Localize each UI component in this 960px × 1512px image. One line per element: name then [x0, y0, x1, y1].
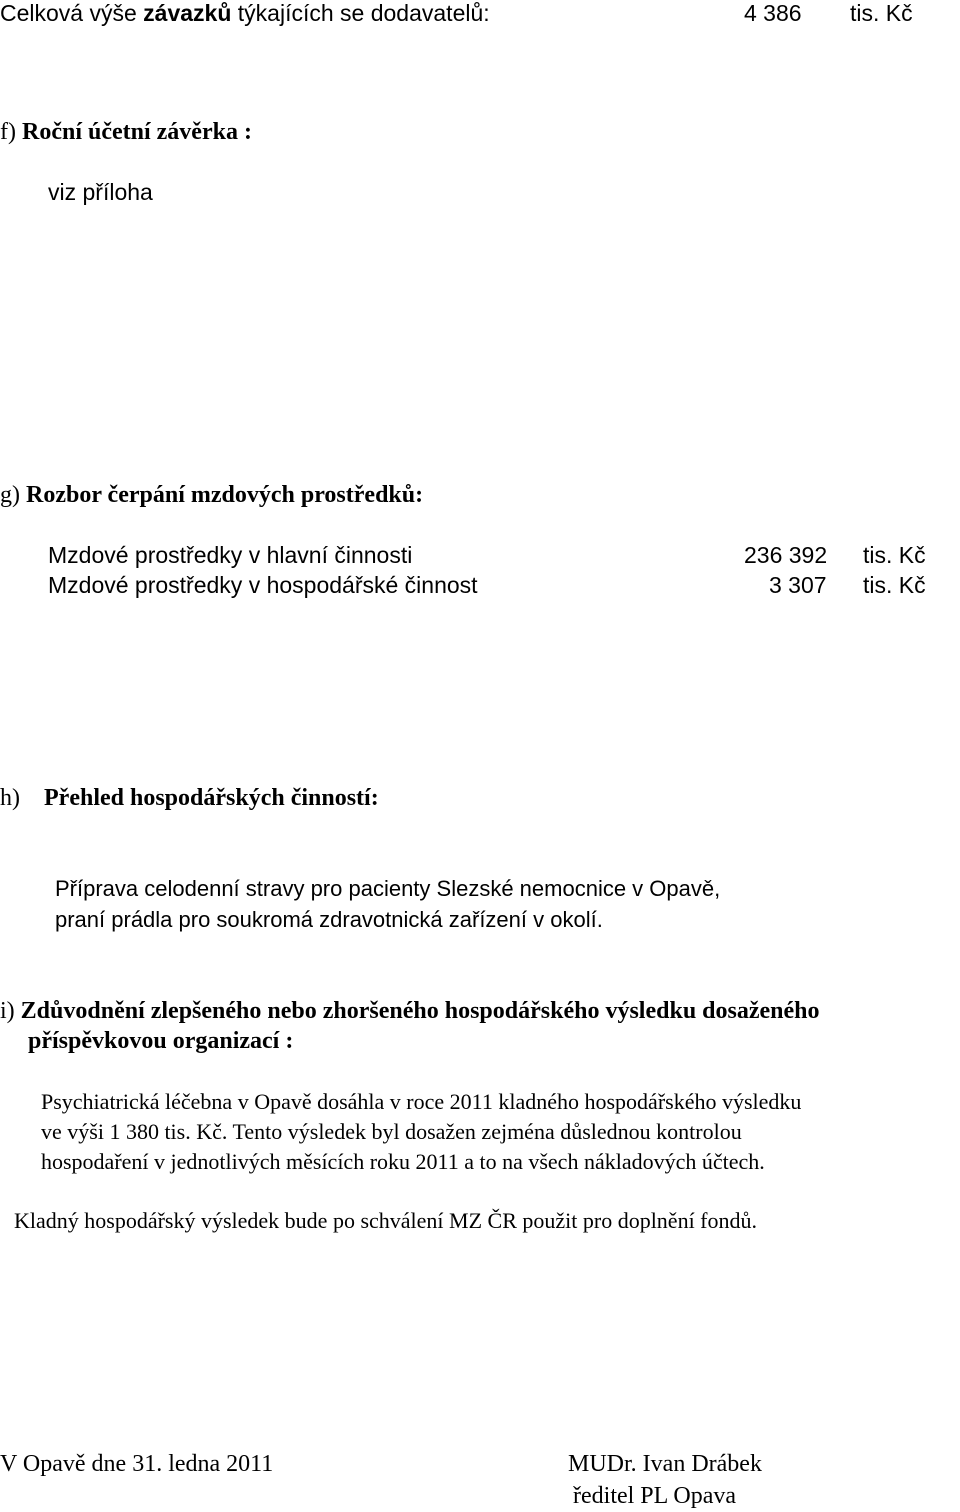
liabilities-unit: tis. Kč: [850, 0, 913, 26]
wage-row-economic-amount: 3 307: [769, 572, 827, 598]
section-h-prefix: h): [0, 785, 20, 811]
section-h-line-1: Příprava celodenní stravy pro pacienty Slezské nemocnice v Opavě,: [55, 876, 721, 901]
section-i-paragraph-line-1: Psychiatrická léčebna v Opavě dosáhla v roce 2011 kladného hospodářského výsledku: [41, 1089, 802, 1114]
section-g-heading: [0, 483, 423, 507]
section-i-title-line-1: Zdůvodnění zlepšeného nebo zhoršeného hospodářského výsledku dosaženého: [20, 998, 820, 1024]
section-g-prefix: g): [0, 482, 20, 508]
section-f-content: viz příloha: [48, 179, 153, 205]
signatory-title: ředitel PL Opava: [573, 1483, 737, 1509]
section-g-title: Rozbor čerpání mzdových prostředků:: [26, 482, 424, 508]
section-i-paragraph-line-2: ve výši 1 380 tis. Kč. Tento výsledek byl dosažen zejména důslednou kontrolou: [41, 1119, 742, 1144]
section-i-paragraph-line-3: hospodaření v jednotlivých měsících roku 2011 a to na všech nákladových účtech.: [41, 1149, 765, 1174]
wage-row-main-unit: tis. Kč: [863, 542, 926, 568]
liabilities-amount: 4 386: [744, 0, 802, 26]
section-h-heading: [0, 786, 379, 810]
conclusion-text: Kladný hospodářský výsledek bude po schválení MZ ČR použit pro doplnění fondů.: [14, 1208, 758, 1233]
signatory-name: MUDr. Ivan Drábek: [568, 1451, 762, 1477]
place-date: V Opavě dne 31. ledna 2011: [0, 1451, 274, 1477]
wage-row-main-label: Mzdové prostředky v hlavní činnosti: [48, 542, 413, 568]
section-h-line-2: praní prádla pro soukromá zdravotnická zařízení v okolí.: [55, 907, 603, 932]
wage-row-economic-label: Mzdové prostředky v hospodářské činnost: [48, 572, 478, 598]
section-f-prefix: f): [0, 119, 16, 145]
section-i-title-line-2: příspěvkovou organizací :: [28, 1028, 294, 1054]
section-i-heading: [0, 999, 820, 1023]
wage-row-economic-unit: tis. Kč: [863, 572, 926, 598]
section-f-title: Roční účetní závěrka :: [21, 119, 252, 145]
wage-row-main-amount: 236 392: [744, 542, 828, 568]
section-i-prefix: i): [0, 998, 15, 1024]
liabilities-label: Celková výše závazků týkajících se dodavatelů:: [0, 0, 490, 26]
liabilities-label-bold: závazků: [143, 0, 232, 26]
section-f-heading: [0, 120, 252, 144]
section-h-title: Přehled hospodářských činností:: [44, 785, 379, 811]
